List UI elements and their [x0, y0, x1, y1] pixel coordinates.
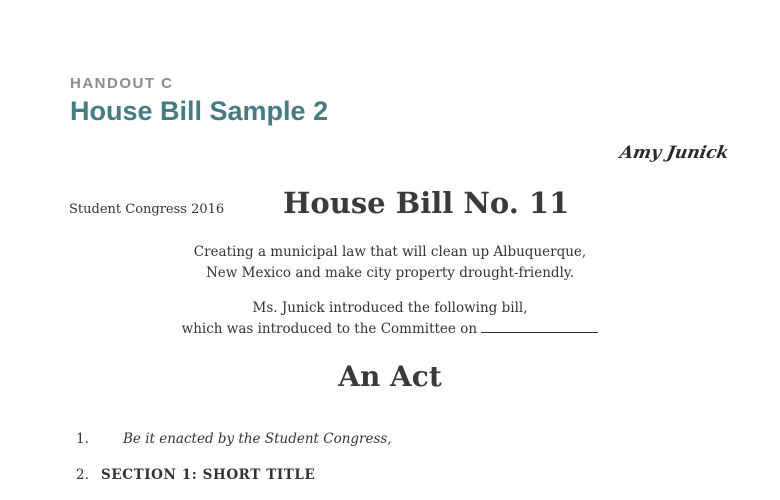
list-item-number: 2. [76, 467, 89, 483]
intro-line-2 [140, 319, 640, 340]
intro-line-1: Ms. Junick introduced the following bill, [252, 300, 528, 316]
bill-introduction [140, 298, 640, 340]
act-heading: An Act [338, 360, 442, 393]
section-heading: SECTION 1: SHORT TITLE [101, 467, 316, 483]
list-item-number: 1. [76, 431, 89, 447]
bill-description [140, 242, 640, 284]
enactment-clause: Be it enacted by the Student Congress, [123, 431, 392, 447]
bill-title: House Bill No. 11 [283, 186, 570, 220]
congress-label: Student Congress 2016 [69, 202, 225, 217]
description-line-1: Creating a municipal law that will clean up Albuquerque, [193, 244, 587, 260]
intro-line-2-text: which was introduced to the Committee on [181, 321, 478, 337]
handout-label: HANDOUT C [70, 75, 174, 92]
handout-title: House Bill Sample 2 [70, 96, 329, 126]
handwritten-signature: Amy Junick [618, 143, 731, 163]
act-list-item [76, 467, 316, 483]
act-list-item [76, 431, 392, 447]
committee-blank-line [481, 319, 598, 333]
description-line-2: New Mexico and make city property drought-friendly. [205, 265, 574, 281]
